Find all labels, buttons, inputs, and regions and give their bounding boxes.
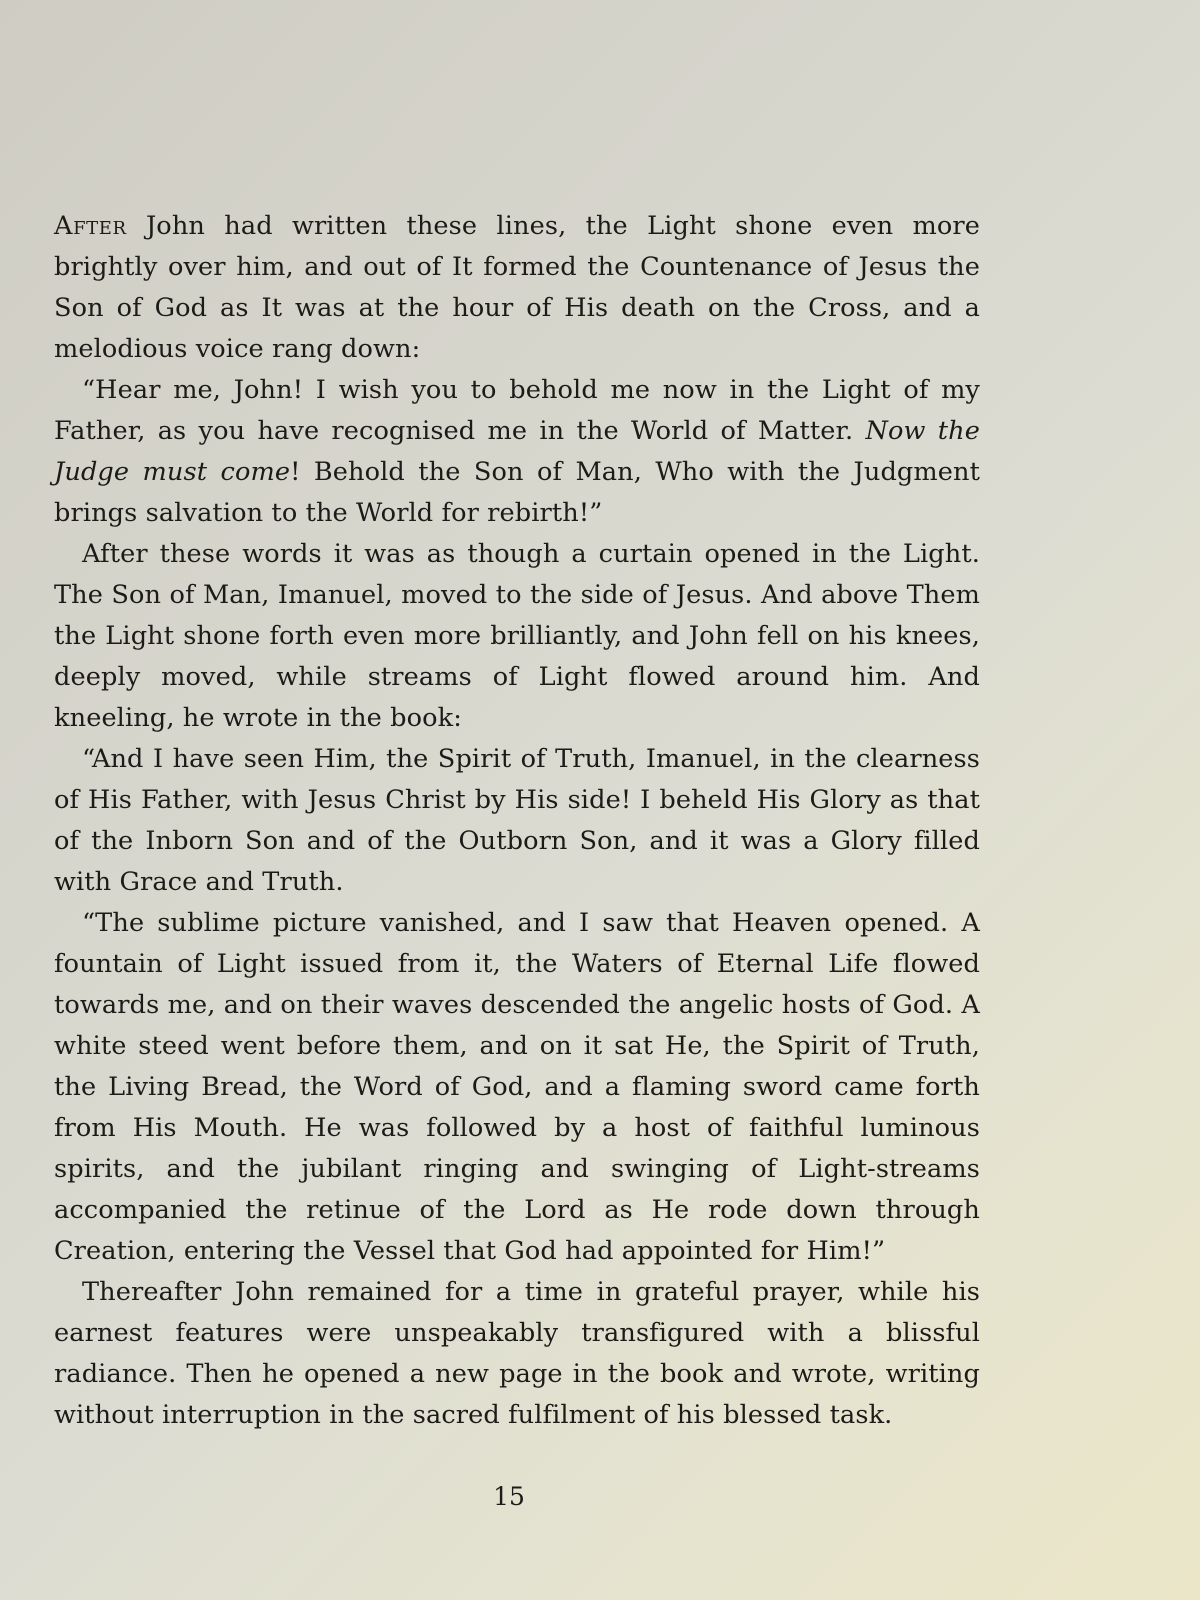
paragraph-1-text: John had written these lines, the Light shone even more brightly over him, and out of It formed the Countenance of Jesus the Son of God as It was at the hour of His death on the Cross, and a melodious voice rang down: <box>54 211 980 364</box>
body-text <box>54 206 980 1436</box>
paragraph-2-after: ! Behold the Son of Man, Who with the Judgment brings salvation to the World for rebirth!” <box>54 457 980 528</box>
paragraph-5: “The sublime picture vanished, and I saw that Heaven opened. A fountain of Light issued from it, the Waters of Eternal Life flowed towards me, and on their waves descended the angelic hosts of God. A white steed went before them, and on it sat He, the Spirit of Truth, the Living Bread, the Word of God, and a flaming sword came forth from His Mouth. He was followed by a host of faithful luminous spirits, and the jubilant ringing and swinging of Light-streams accompanied the retinue of the Lord as He rode down through Creation, entering the Vessel that God had appointed for Him!” <box>54 908 980 1266</box>
paragraph-4: “And I have seen Him, the Spirit of Truth, Imanuel, in the clearness of His Father, with Jesus Christ by His side! I beheld His Glory as that of the Inborn Son and of the Outborn Son, and it was a Glory filled with Grace and Truth. <box>54 744 980 897</box>
paragraph-2 <box>54 370 980 534</box>
paragraph-6: Thereafter John remained for a time in grateful prayer, while his earnest features were unspeakably transfigured with a blissful radiance. Then he opened a new page in the book and wrote, writing without interruption in the sacred fulfilment of his blessed task. <box>54 1277 980 1430</box>
paragraph-1 <box>54 206 980 370</box>
paragraph-3: After these words it was as though a curtain opened in the Light. The Son of Man, Imanuel, moved to the side of Jesus. And above Them the Light shone forth even more brilliantly, and John fell on his knees, deeply moved, while streams of Light flowed around him. And kneeling, he wrote in the book: <box>54 539 980 733</box>
drop-lead-word: After <box>54 211 127 241</box>
paragraph-2-before: “Hear me, John! I wish you to behold me now in the Light of my Father, as you have recognised me in the World of Matter. <box>54 375 980 446</box>
paragraph-2-italic: Now the Judge must come <box>54 416 981 487</box>
page-number: 15 <box>493 1482 525 1511</box>
